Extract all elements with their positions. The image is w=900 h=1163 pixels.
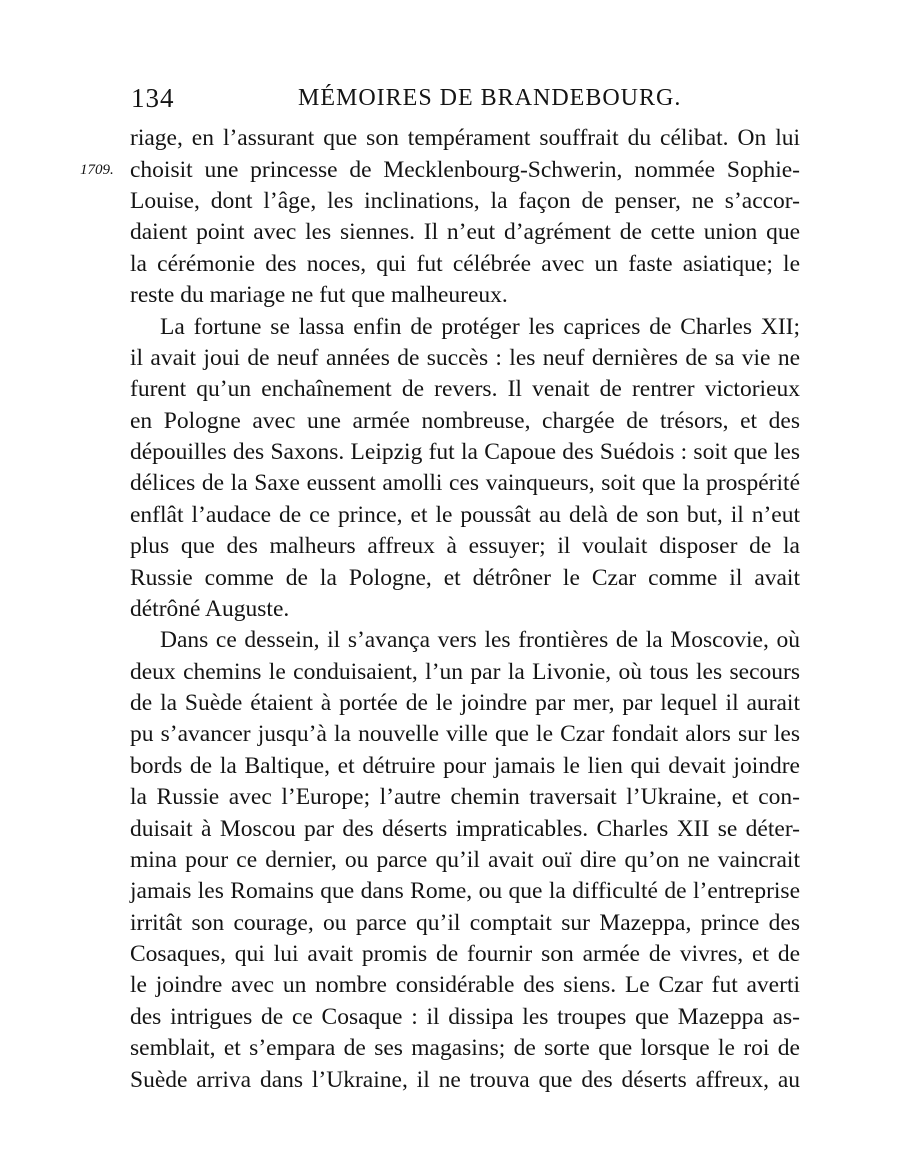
text-line: jamais les Romains que dans Rome, ou que la difficulté de l’entreprise — [130, 878, 800, 904]
text-line: bords de la Baltique, et détruire pour jamais le lien qui devait joindre — [130, 753, 800, 779]
text-line: dépouilles des Saxons. Leipzig fut la Capoue des Suédois : soit que les — [130, 439, 800, 465]
text-line: délices de la Saxe eussent amolli ces vainqueurs, soit que la prospérité — [130, 470, 800, 496]
text-line: deux chemins le conduisaient, l’un par la Livonie, où tous les secours — [130, 659, 800, 685]
text-line: irritât son courage, ou parce qu’il comptait sur Mazeppa, prince des — [130, 910, 800, 936]
text-line: Suède arriva dans l’Ukraine, il ne trouva que des déserts affreux, au — [130, 1067, 800, 1093]
running-title: MÉMOIRES DE BRANDEBOURG. — [298, 85, 682, 111]
text-line: furent qu’un enchaînement de revers. Il venait de rentrer victorieux — [130, 376, 800, 402]
text-line: enflât l’audace de ce prince, et le poussât au delà de son but, il n’eut — [130, 502, 800, 528]
text-line: Russie comme de la Pologne, et détrôner le Czar comme il avait — [130, 565, 800, 591]
text-line: daient point avec les siennes. Il n’eut d’agrément de cette union que — [130, 219, 800, 245]
text-line: reste du mariage ne fut que malheureux. — [130, 282, 508, 308]
text-line: La fortune se lassa enfin de protéger les caprices de Charles XII; — [160, 314, 800, 340]
text-line: pu s’avancer jusqu’à la nouvelle ville que le Czar fondait alors sur les — [130, 721, 800, 747]
text-line: semblait, et s’empara de ses magasins; de sorte que lorsque le roi de — [130, 1035, 800, 1061]
text-line: plus que des malheurs affreux à essuyer; il voulait disposer de la — [130, 533, 800, 559]
text-line: des intrigues de ce Cosaque : il dissipa les troupes que Mazeppa as- — [130, 1004, 800, 1030]
text-line: la cérémonie des noces, qui fut célébrée avec un faste asiatique; le — [130, 251, 800, 277]
text-line: de la Suède étaient à portée de le joindre par mer, par lequel il aurait — [130, 690, 800, 716]
text-line: Dans ce dessein, il s’avança vers les frontières de la Moscovie, où — [160, 627, 800, 653]
text-line: il avait joui de neuf années de succès : les neuf dernières de sa vie ne — [130, 345, 800, 371]
text-line: la Russie avec l’Europe; l’autre chemin traversait l’Ukraine, et con- — [130, 784, 800, 810]
text-line: détrôné Auguste. — [130, 596, 290, 622]
page-number: 134 — [131, 83, 175, 113]
text-line: mina pour ce dernier, ou parce qu’il avait ouï dire qu’on ne vaincrait — [130, 847, 800, 873]
text-line: Louise, dont l’âge, les inclinations, la façon de penser, ne s’accor- — [130, 188, 800, 214]
text-line: le joindre avec un nombre considérable des siens. Le Czar fut averti — [130, 972, 800, 998]
text-line: Cosaques, qui lui avait promis de fournir son armée de vivres, et de — [130, 941, 800, 967]
text-line: duisait à Moscou par des déserts impraticables. Charles XII se déter- — [130, 816, 800, 842]
text-line: choisit une princesse de Mecklenbourg-Schwerin, nommée Sophie- — [130, 157, 800, 183]
text-line: en Pologne avec une armée nombreuse, chargée de trésors, et des — [130, 408, 800, 434]
margin-date-note: 1709. — [80, 162, 114, 178]
text-line: riage, en l’assurant que son tempérament souffrait du célibat. On lui — [130, 125, 800, 151]
